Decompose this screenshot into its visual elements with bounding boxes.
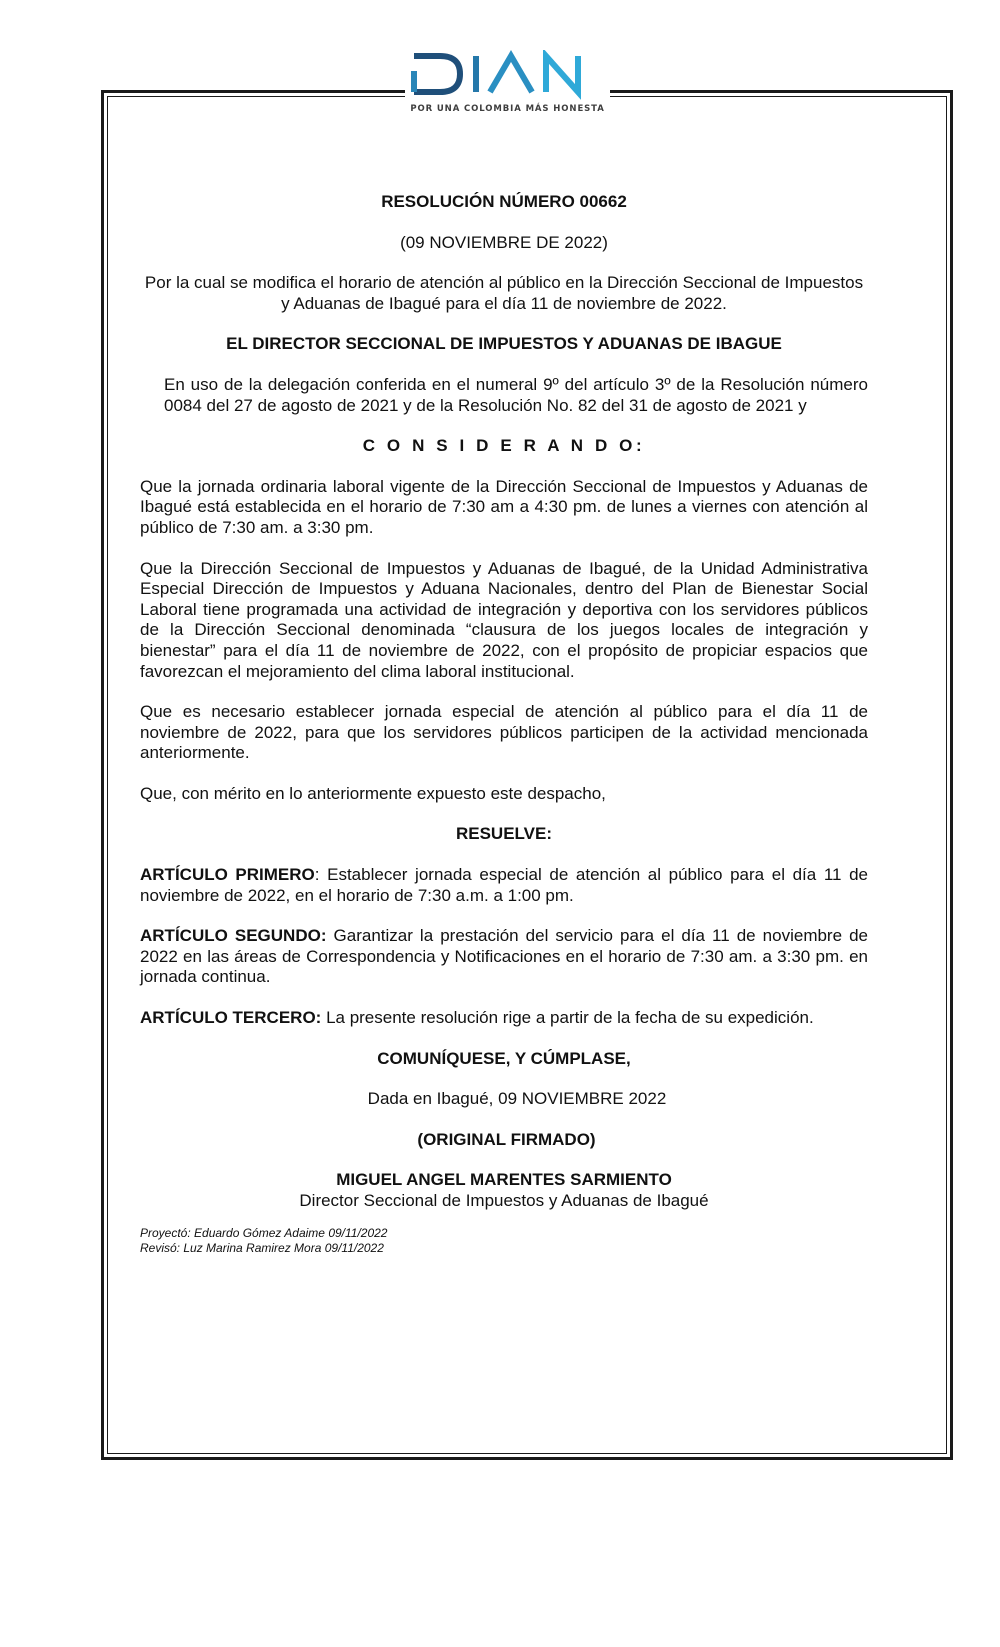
articulo-tercero-label: ARTÍCULO TERCERO: bbox=[140, 1008, 322, 1028]
resolution-title: RESOLUCIÓN NÚMERO 00662 bbox=[381, 192, 627, 211]
preamble: En uso de la delegación conferida en el numeral 9º del artículo 3º de la Resolución número 0084 del 27 de agosto de 2021 y de la Resolución No. 82 del 31 de agosto de 2021 y bbox=[164, 374, 868, 415]
issuing-authority: EL DIRECTOR SECCIONAL DE IMPUESTOS Y ADUANAS DE IBAGUE bbox=[226, 334, 782, 354]
considerando-1: Que la jornada ordinaria laboral vigente de la Dirección Seccional de Impuestos y Aduanas de Ibagué está establecida en el horario de 7:30 am a 4:30 pm. de lunes a viernes con atención al público de 7:30 am. a 3:30 pm. bbox=[140, 476, 868, 537]
signer-name: MIGUEL ANGEL MARENTES SARMIENTO bbox=[336, 1170, 672, 1190]
articulo-primero-text: Establecer jornada especial de atención al público para el día 11 de noviembre de 2022, en el horario de 7:30 a.m. a 1:00 pm. bbox=[140, 865, 868, 905]
considerando-3: Que es necesario establecer jornada especial de atención al público para el día 11 de noviembre de 2022, para que los servidores públicos participen de la actividad mencionada anteriormente. bbox=[140, 702, 868, 763]
dian-logo bbox=[410, 50, 605, 120]
articulo-primero-label: ARTÍCULO PRIMERO bbox=[140, 865, 315, 885]
articulo-primero bbox=[140, 865, 868, 906]
logo-tagline: POR UNA COLOMBIA MÁS HONESTA bbox=[410, 104, 605, 114]
dian-logo-mark bbox=[410, 50, 605, 102]
articulo-segundo bbox=[140, 926, 868, 988]
articulo-primero-sep: : bbox=[314, 865, 328, 885]
articulo-tercero-text: La presente resolución rige a partir de la fecha de su expedición. bbox=[326, 1008, 814, 1028]
resolution-date: (09 NOVIEMBRE DE 2022) bbox=[400, 232, 608, 252]
articulo-segundo-text: Garantizar la prestación del servicio para el día 11 de noviembre de 2022 en las áreas de Correspondencia y Notificaciones en el horario de 7:30 am. a 3:30 pm. en jornada continua. bbox=[140, 926, 868, 987]
considerando-4: Que, con mérito en lo anteriormente expuesto este despacho, bbox=[140, 783, 606, 803]
original-signed-note: (ORIGINAL FIRMADO) bbox=[417, 1129, 596, 1149]
footnote-projected: Proyectó: Eduardo Gómez Adaime 09/11/2022 bbox=[140, 1225, 388, 1240]
articulo-segundo-label: ARTÍCULO SEGUNDO: bbox=[140, 926, 327, 946]
resolution-subject: Por la cual se modifica el horario de atención al público en la Dirección Seccional de Impuestos y Aduanas de Ibagué para el día 11 de noviembre de 2022. bbox=[144, 273, 864, 313]
place-and-date: Dada en Ibagué, 09 NOVIEMBRE 2022 bbox=[367, 1089, 667, 1109]
considerando-heading bbox=[140, 436, 868, 457]
considerando-heading-text: C O N S I D E R A N D O: bbox=[362, 436, 646, 456]
signer-title: Director Seccional de Impuestos y Aduanas de Ibagué bbox=[299, 1191, 709, 1210]
articulo-tercero bbox=[140, 1008, 868, 1029]
closing-formula: COMUNÍQUESE, Y CÚMPLASE, bbox=[377, 1048, 631, 1068]
resuelve-heading: RESUELVE: bbox=[455, 824, 553, 844]
articulo-segundo-sep bbox=[326, 926, 333, 945]
considerando-2: Que la Dirección Seccional de Impuestos y Aduanas de Ibagué, de la Unidad Administrativa Especial Dirección de Impuestos y Aduana Nacionales, dentro del Plan de Bienestar Social Laboral tiene programada una actividad de integración y deportiva con los servidores públicos de la Dirección Seccional denominada “clausura de los juegos locales de integración y bienestar” para el día 11 de noviembre de 2022, con el propósito de propiciar espacios que favorezcan el mejoramiento del clima laboral institucional. bbox=[140, 558, 868, 681]
footnote-reviewed: Revisó: Luz Marina Ramirez Mora 09/11/2022 bbox=[140, 1240, 384, 1255]
document-body bbox=[140, 192, 868, 1256]
